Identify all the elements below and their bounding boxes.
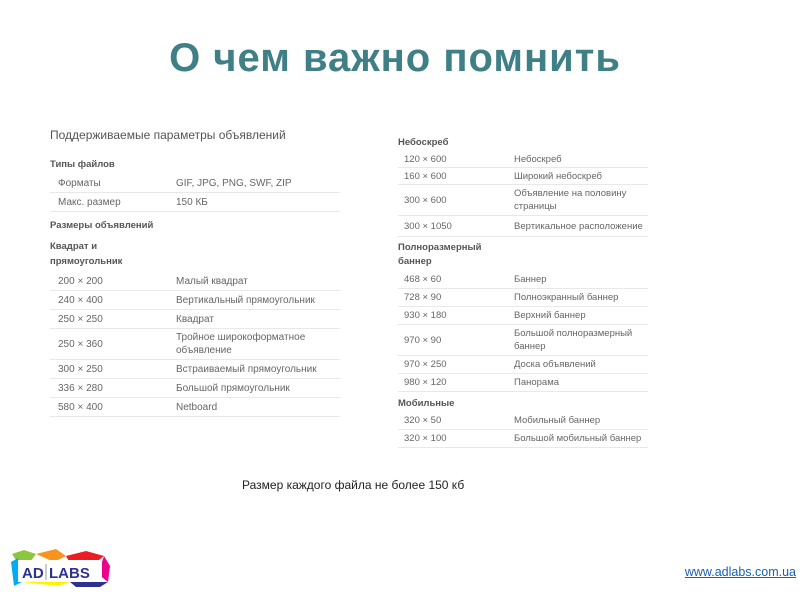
name-cell: Netboard — [176, 401, 218, 413]
size-cell: 980 × 120 — [404, 377, 447, 388]
size-cell: 250 × 360 — [58, 338, 103, 350]
name-cell: Объявление на половину страницы — [514, 188, 627, 212]
table-row — [50, 193, 340, 212]
table-row — [50, 310, 340, 329]
name-cell: Верхний баннер — [514, 310, 586, 321]
table-row — [398, 430, 648, 448]
name-cell: Небоскреб — [514, 153, 562, 165]
section-header: Мобильные — [398, 398, 455, 409]
name-cell: Мобильный баннер — [514, 415, 601, 426]
size-cell: 300 × 1050 — [404, 220, 452, 232]
table-row — [398, 216, 648, 237]
table-row — [398, 374, 648, 392]
name-cell: Полноэкранный баннер — [514, 292, 619, 303]
name-cell: Вертикальное расположение — [514, 220, 643, 232]
table-row — [50, 291, 340, 310]
table-row — [398, 289, 648, 307]
website-link[interactable]: www.adlabs.com.ua — [684, 565, 796, 579]
name-cell: Панорама — [514, 377, 560, 388]
file-size-caption: Размер каждого файла не более 150 кб — [242, 478, 465, 492]
table-row — [398, 168, 648, 185]
row-label: Макс. размер — [58, 196, 121, 208]
table-row — [50, 272, 340, 291]
name-cell: Большой мобильный баннер — [514, 433, 642, 444]
table-row — [398, 271, 648, 289]
size-cell: 320 × 100 — [404, 433, 447, 444]
table-row — [398, 185, 648, 216]
size-cell: 300 × 250 — [58, 363, 103, 375]
logo-text-ad: AD — [22, 565, 44, 582]
sizes-header: Размеры объявлений — [50, 220, 154, 231]
size-cell: 336 × 280 — [58, 382, 103, 394]
table-row — [398, 307, 648, 325]
slide-title: О чем важно помнить — [169, 36, 621, 80]
logo-text-labs: LABS — [49, 565, 90, 582]
size-cell: 250 × 250 — [58, 313, 103, 325]
size-cell: 970 × 90 — [404, 334, 442, 346]
size-cell: 580 × 400 — [58, 401, 103, 413]
size-cell: 970 × 250 — [404, 359, 447, 370]
name-cell: Встраиваемый прямоугольник — [176, 363, 317, 375]
table-row — [398, 325, 648, 356]
name-cell: Баннер — [514, 274, 547, 285]
size-cell: 160 × 600 — [404, 170, 447, 182]
ad-params-table-right — [398, 135, 648, 448]
ad-params-table-left — [50, 128, 340, 417]
table-row — [50, 360, 340, 379]
table-row — [50, 329, 340, 360]
size-cell: 200 × 200 — [58, 275, 103, 287]
size-cell: 240 × 400 — [58, 294, 103, 306]
name-cell: Малый квадрат — [176, 275, 248, 287]
size-cell: 120 × 600 — [404, 153, 447, 165]
section-header: Полноразмерный баннер — [398, 242, 482, 267]
size-cell: 320 × 50 — [404, 415, 442, 426]
adlabs-logo — [10, 548, 110, 588]
name-cell: Квадрат — [176, 313, 214, 325]
name-cell: Большой полноразмерный баннер — [514, 328, 633, 352]
table-row — [398, 151, 648, 168]
row-value: 150 КБ — [176, 196, 208, 208]
section-header: Небоскреб — [398, 137, 449, 148]
size-cell: 468 × 60 — [404, 274, 442, 285]
name-cell: Тройное широкоформатное объявление — [176, 332, 306, 356]
size-cell: 300 × 600 — [404, 194, 447, 206]
table-row — [50, 398, 340, 417]
table-row — [50, 379, 340, 398]
table-row — [398, 412, 648, 430]
name-cell: Широкий небоскреб — [514, 170, 602, 182]
file-types-header: Типы файлов — [50, 159, 115, 170]
name-cell: Доска объявлений — [514, 359, 596, 370]
row-value: GIF, JPG, PNG, SWF, ZIP — [176, 177, 292, 189]
panel-title: Поддерживаемые параметры объявлений — [50, 128, 286, 142]
sub-header: Квадрат и прямоугольник — [50, 241, 123, 267]
size-cell: 728 × 90 — [404, 292, 442, 303]
name-cell: Большой прямоугольник — [176, 382, 290, 394]
table-row — [50, 174, 340, 193]
size-cell: 930 × 180 — [404, 310, 447, 321]
row-label: Форматы — [58, 177, 101, 189]
name-cell: Вертикальный прямоугольник — [176, 294, 315, 306]
table-row — [398, 356, 648, 374]
